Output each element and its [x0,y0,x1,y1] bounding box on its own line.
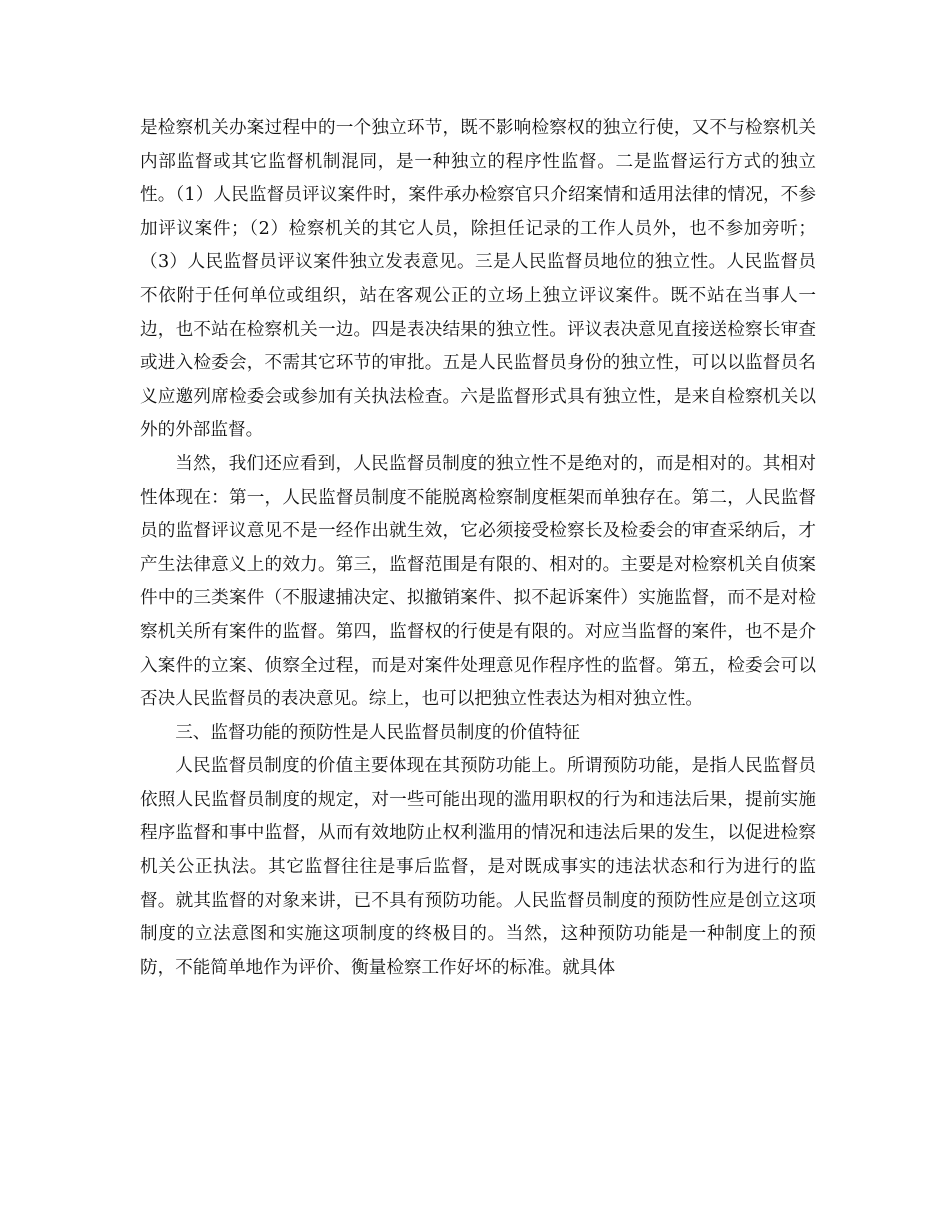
paragraph-preventive-function: 人民监督员制度的价值主要体现在其预防功能上。所谓预防功能，是指人民监督员依照人民监督员制度的规定，对一些可能出现的滥用职权的行为和违法后果，提前实施程序监督和事中监督，从而有效地防止权利滥用的情况和违法后果的发生，以促进检察机关公正执法。其它监督往往是事后监督，是对既成事实的违法状态和行为进行的监督。就其监督的对象来讲，已不具有预防功能。人民监督员制度的预防性应是创立这项制度的立法意图和实施这项制度的终极目的。当然，这种预防功能是一种制度上的预防，不能简单地作为评价、衡量检察工作好坏的标准。就具体 [140,756,816,978]
paragraph-relative-independence: 当然，我们还应看到，人民监督员制度的独立性不是绝对的，而是相对的。其相对性体现在：第一，人民监督员制度不能脱离检察制度框架而单独存在。第二，人民监督员的监督评议意见不是一经作出就生效，它必须接受检察长及检委会的审查采纳后，才产生法律意义上的效力。第三，监督范围是有限的、相对的。主要是对检察机关自侦案件中的三类案件（不服逮捕决定、拟撤销案件、拟不起诉案件）实施监督，而不是对检察机关所有案件的监督。第四，监督权的行使是有限的。对应当监督的案件，也不是介入案件的立案、侦察全过程，而是对案件处理意见作程序性的监督。第五，检委会可以否决人民监督员的表决意见。综上，也可以把独立性表达为相对独立性。 [140,453,816,710]
paragraph-independence-aspects: 是检察机关办案过程中的一个独立环节，既不影响检察权的独立行使，又不与检察机关内部监督或其它监督机制混同，是一种独立的程序性监督。二是监督运行方式的独立性。（1）人民监督员评议案件时，案件承办检察官只介绍案情和适用法律的情况，不参加评议案件；（2）检察机关的其它人员，除担任记录的工作人员外，也不参加旁听；（3）人民监督员评议案件独立发表意见。三是人民监督员地位的独立性。人民监督员不依附于任何单位或组织，站在客观公正的立场上独立评议案件。既不站在当事人一边，也不站在检察机关一边。四是表决结果的独立性。评议表决意见直接送检察长审查或进入检委会，不需其它环节的审批。五是人民监督员身份的独立性，可以以监督员名义应邀列席检委会或参加有关执法检查。六是监督形式具有独立性，是来自检察机关以外的外部监督。 [140,118,816,441]
section-heading-preventive: 三、监督功能的预防性是人民监督员制度的价值特征 [175,722,580,743]
document-page [140,112,816,985]
